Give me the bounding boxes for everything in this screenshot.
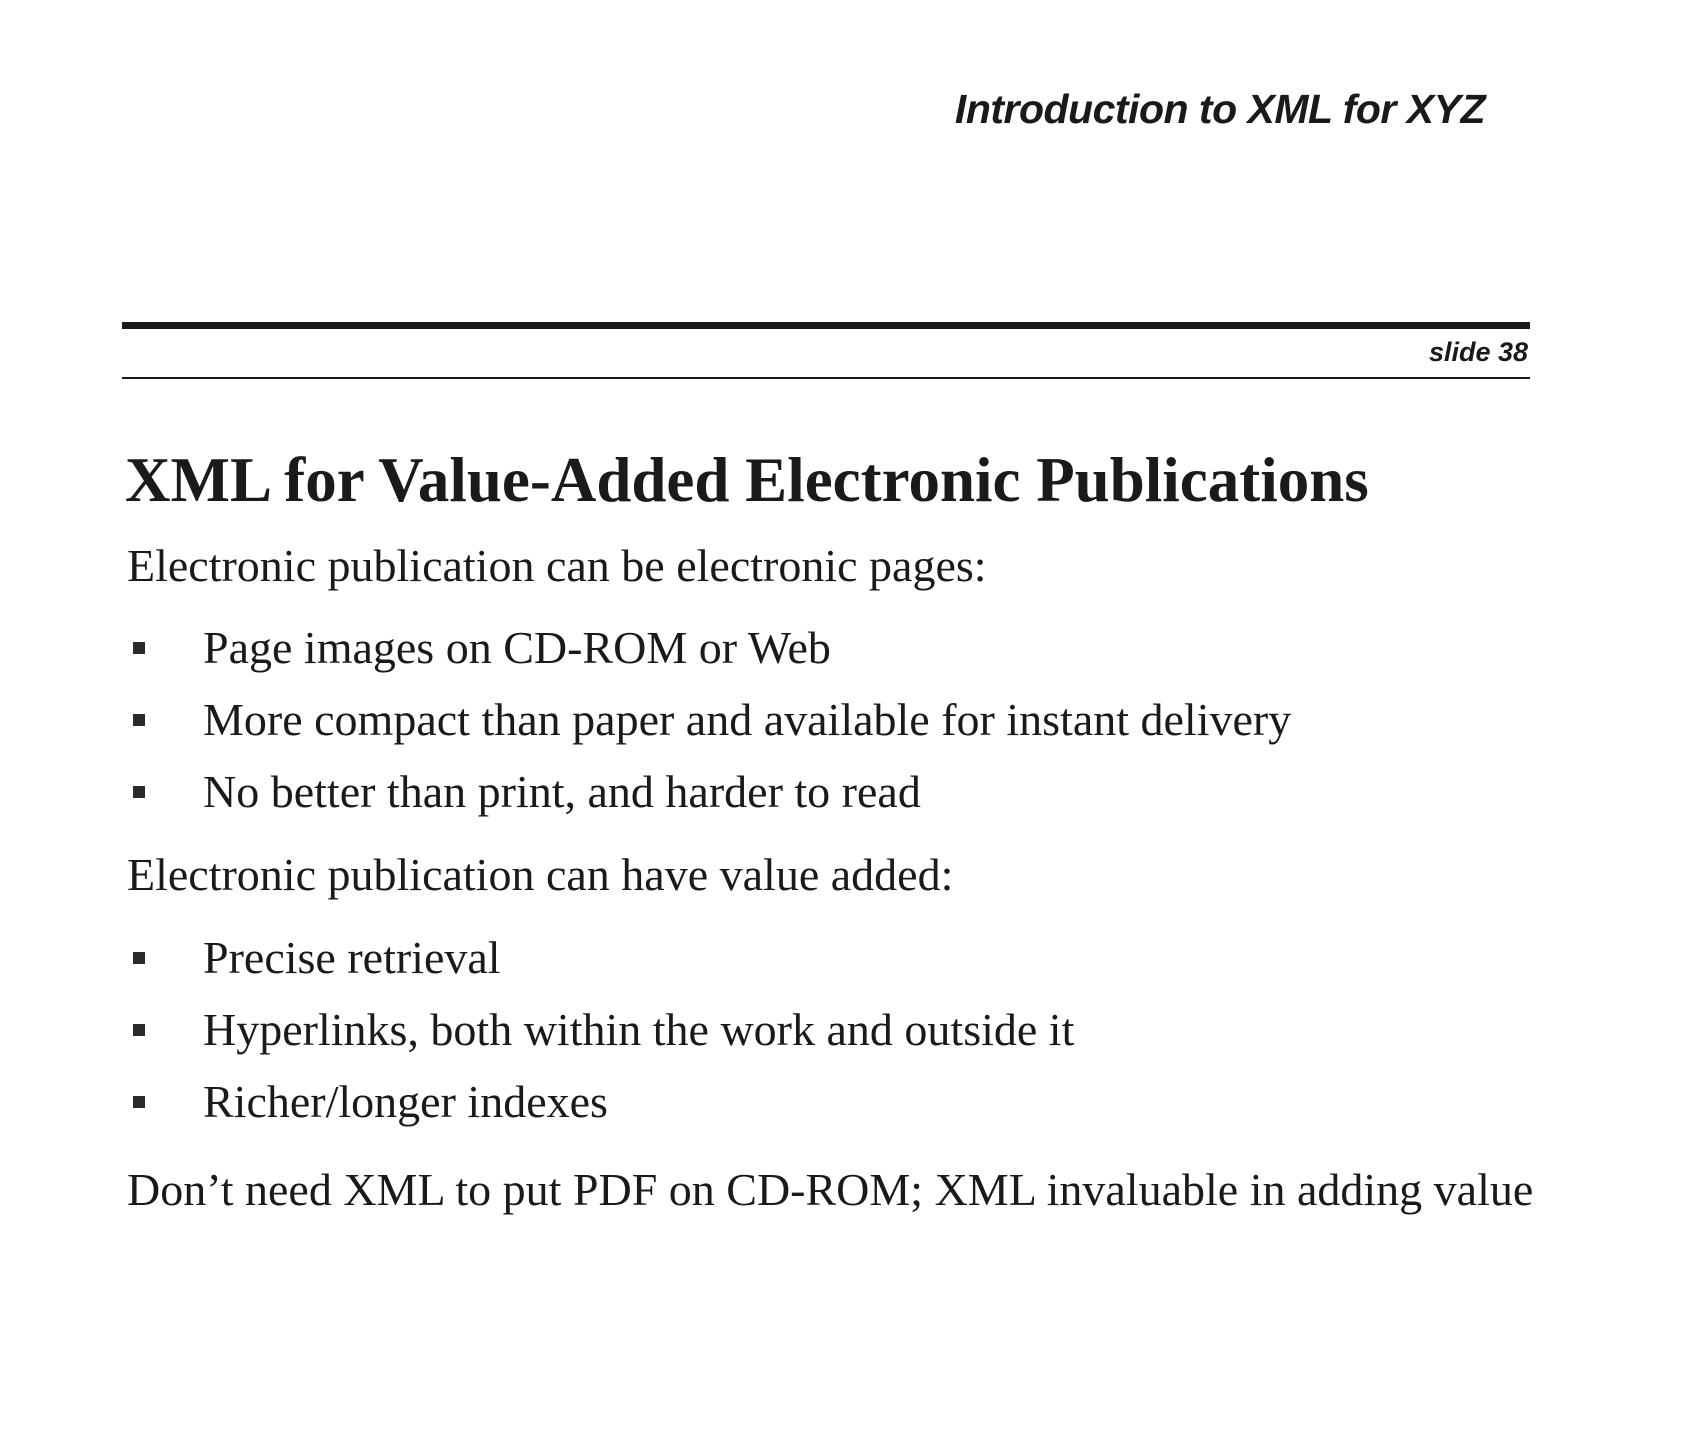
square-bullet-icon xyxy=(133,786,145,798)
square-bullet-icon xyxy=(133,952,145,964)
list-item-text: No better than print, and harder to read xyxy=(203,766,921,817)
slide-number: slide 38 xyxy=(1428,337,1528,367)
list-item xyxy=(127,1072,1537,1144)
square-bullet-icon xyxy=(133,642,145,654)
list-item xyxy=(127,618,1537,690)
square-bullet-icon xyxy=(133,714,145,726)
list-item xyxy=(127,762,1537,834)
header-rule-thin xyxy=(122,377,1530,379)
header-rule-thick xyxy=(122,322,1530,329)
list-item-text: Richer/longer indexes xyxy=(203,1076,608,1127)
intro-paragraph-1: Electronic publication can be electronic pages: xyxy=(127,540,987,591)
list-item-text: More compact than paper and available for instant delivery xyxy=(203,694,1292,745)
bullet-list-value-added xyxy=(127,928,1537,1144)
list-item xyxy=(127,690,1537,762)
slide-title: XML for Value-Added Electronic Publications xyxy=(125,445,1369,516)
intro-paragraph-2: Electronic publication can have value added: xyxy=(127,849,954,900)
list-item xyxy=(127,1000,1537,1072)
closing-paragraph: Don’t need XML to put PDF on CD-ROM; XML invaluable in adding value xyxy=(127,1164,1534,1215)
list-item-text: Precise retrieval xyxy=(203,932,501,983)
square-bullet-icon xyxy=(133,1024,145,1036)
list-item-text: Hyperlinks, both within the work and outside it xyxy=(203,1004,1075,1055)
square-bullet-icon xyxy=(133,1096,145,1108)
bullet-list-electronic-pages xyxy=(127,618,1537,834)
presentation-title: Introduction to XML for XYZ xyxy=(954,86,1485,132)
list-item-text: Page images on CD-ROM or Web xyxy=(203,622,831,673)
list-item xyxy=(127,928,1537,1000)
